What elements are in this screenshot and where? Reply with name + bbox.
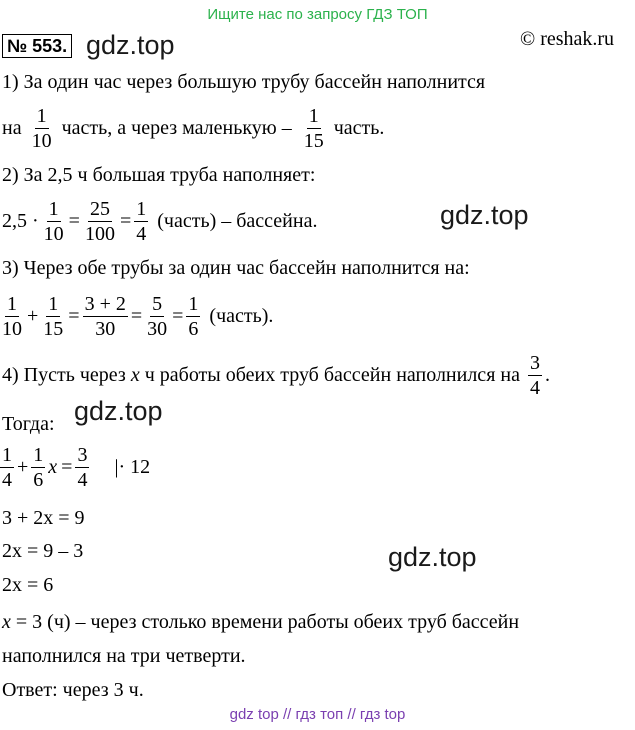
watermark-3: gdz.top xyxy=(74,396,163,426)
line-3: 2) За 2,5 ч большая труба наполняет: xyxy=(2,164,316,186)
line-15: Ответ: через 3 ч. xyxy=(2,679,144,701)
period: . xyxy=(544,364,550,386)
line-2-a: на xyxy=(2,117,22,139)
fraction-1-4: $\frac{1}{4}$ xyxy=(136,197,147,245)
watermark-4: gdz.top xyxy=(388,542,477,572)
line-5: 3) Через обе трубы за один час бассейн наполнится на: xyxy=(2,257,470,279)
line-7-x: x xyxy=(130,364,140,386)
line-13-b: = 3 (ч) – через столько времени работы обеих труб бассейн xyxy=(15,611,520,633)
task-number-badge: № 553. xyxy=(2,34,72,58)
line-13 xyxy=(2,610,519,634)
line-4 xyxy=(2,195,317,247)
line-2-c: часть. xyxy=(333,117,385,139)
copyright-text: © reshak.ru xyxy=(520,28,615,50)
line-4-b: (часть) – бассейна. xyxy=(157,210,318,232)
line-12: 2x = 6 xyxy=(2,574,54,596)
line-9 xyxy=(0,441,150,493)
line-8: Тогда: xyxy=(2,413,55,435)
line-11: 2x = 9 – 3 xyxy=(2,540,84,562)
fraction-1-4b: $\frac{1}{4}$ xyxy=(2,443,12,491)
fraction-1-15b: $\frac{1}{15}$ xyxy=(43,292,64,340)
line-6-b: (часть). xyxy=(209,305,274,327)
equals-sign: = xyxy=(61,456,73,478)
fraction-1-10: $\frac{1}{10}$ xyxy=(31,104,52,152)
line-6 xyxy=(0,290,273,342)
line-9-x: x xyxy=(48,456,58,478)
search-banner: Ищите нас по запросу ГДЗ ТОП xyxy=(207,6,428,23)
line-13-x: x xyxy=(2,611,11,633)
fraction-3plus2-30: $\frac{3 + 2}{30}$ xyxy=(84,292,126,340)
fraction-1-10b: $\frac{1}{10}$ xyxy=(43,197,64,245)
line-2-b: часть, а через маленькую – xyxy=(61,117,292,139)
fraction-5-30: $\frac{5}{30}$ xyxy=(147,292,168,340)
watermark-1: gdz.top xyxy=(86,30,175,60)
fraction-1-6: $\frac{1}{6}$ xyxy=(188,292,199,340)
fraction-1-15: $\frac{1}{15}$ xyxy=(303,104,324,152)
line-9-b: |· 12 xyxy=(114,456,151,478)
line-7 xyxy=(2,350,550,400)
equals-sign: = xyxy=(68,305,80,327)
equals-sign: = xyxy=(119,210,132,232)
line-1: 1) За один час через большую трубу бассейн наполнится xyxy=(2,71,486,93)
footer-links[interactable]: gdz top // гдз топ // гдз top xyxy=(229,706,406,723)
fraction-1-10c: $\frac{1}{10}$ xyxy=(2,292,22,340)
equals-sign: = xyxy=(68,210,80,232)
plus-sign: + xyxy=(17,456,29,478)
fraction-3-4: $\frac{3}{4}$ xyxy=(529,351,540,399)
line-2 xyxy=(2,103,384,153)
equals-sign: = xyxy=(130,305,143,327)
watermark-2: gdz.top xyxy=(440,200,529,230)
plus-sign: + xyxy=(27,305,39,327)
line-10: 3 + 2x = 9 xyxy=(2,507,85,529)
equals-sign: = xyxy=(172,305,184,327)
line-7-a: 4) Пусть через xyxy=(2,364,126,386)
line-4-a: 2,5 · xyxy=(2,210,39,232)
line-7-b: ч работы обеих труб бассейн наполнился на xyxy=(144,364,520,386)
fraction-3-4b: $\frac{3}{4}$ xyxy=(77,443,88,491)
fraction-1-6b: $\frac{1}{6}$ xyxy=(33,443,44,491)
fraction-25-100: $\frac{25}{100}$ xyxy=(84,197,115,245)
line-14: наполнился на три четверти. xyxy=(2,645,246,667)
